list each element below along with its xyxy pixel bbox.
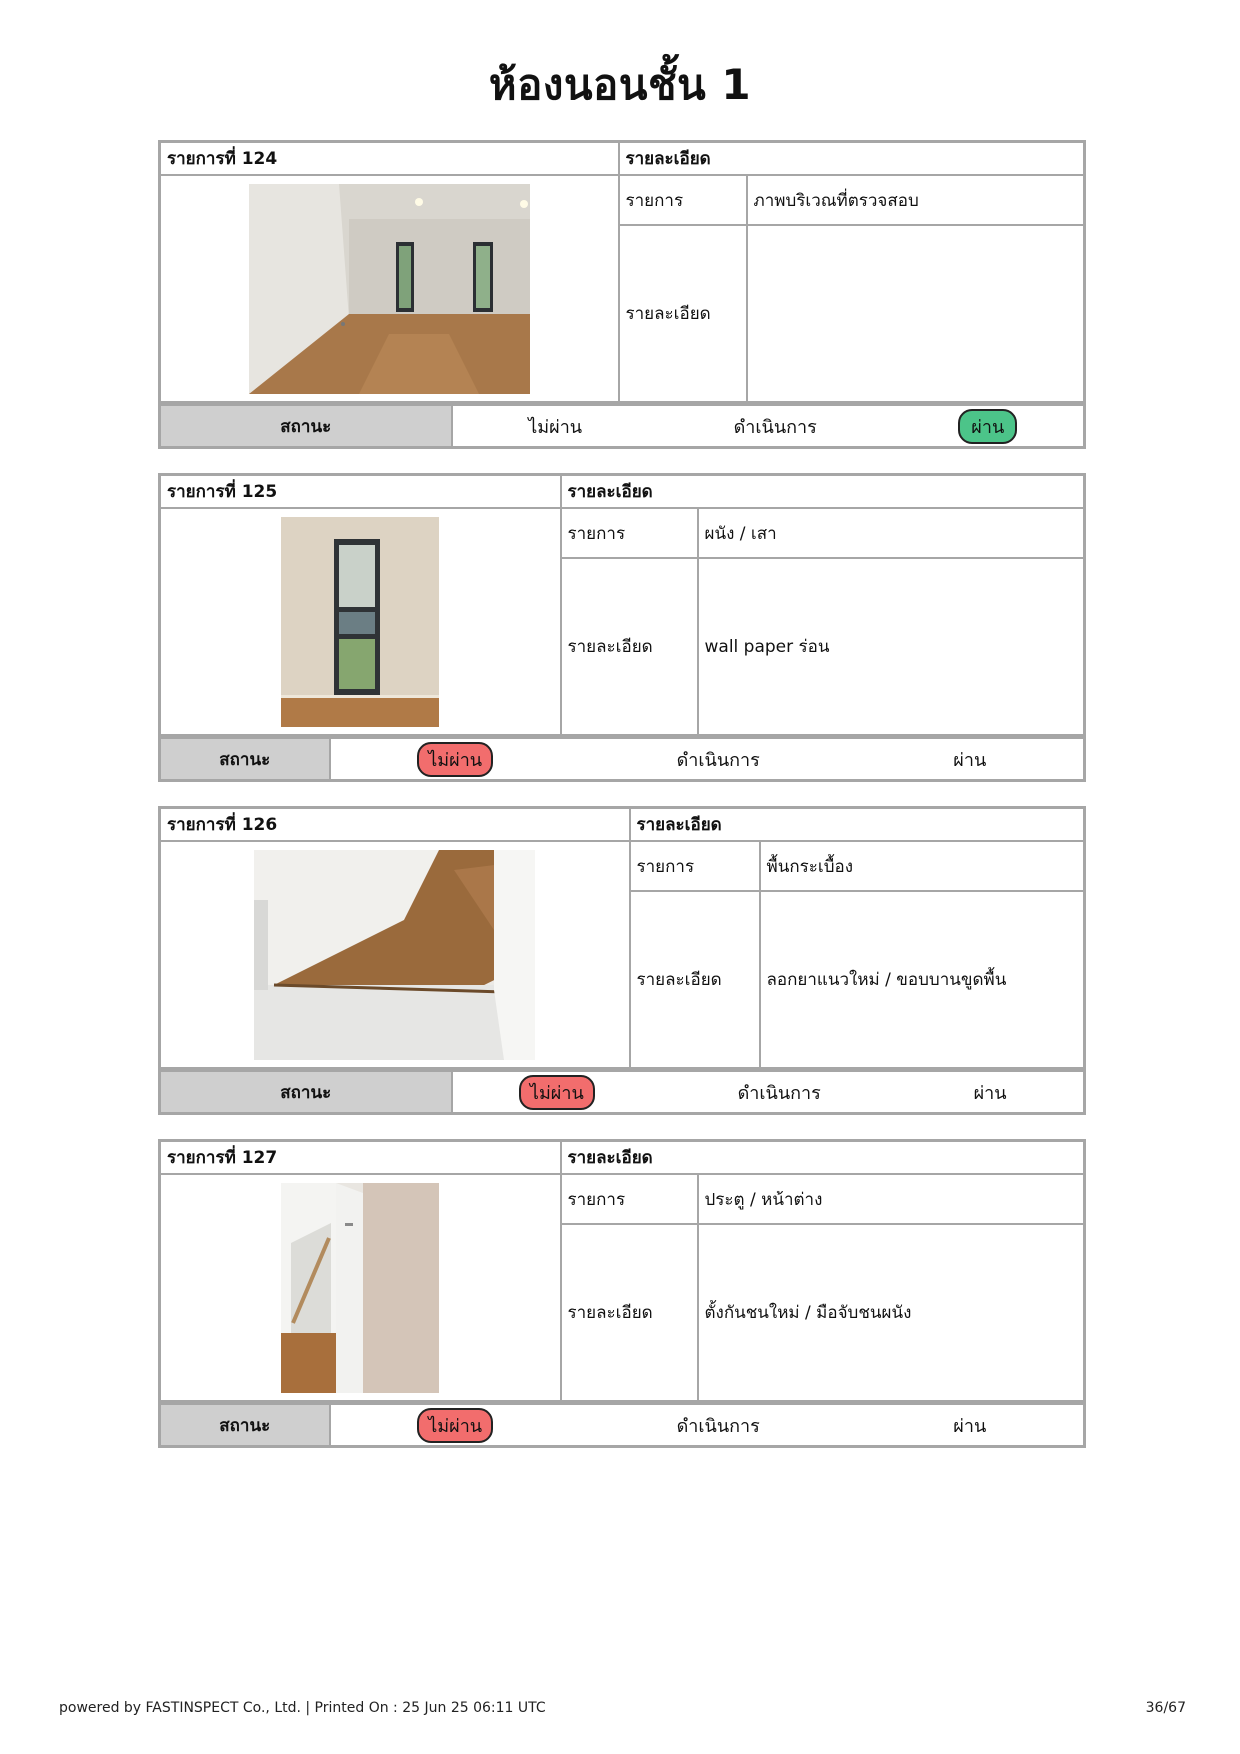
status-options [453, 406, 1084, 446]
door-photo[interactable] [281, 1183, 439, 1393]
item-number: รายการที่ 125 [160, 475, 561, 509]
inspection-item-126 [158, 806, 1086, 1115]
inspection-item-127 [158, 1139, 1086, 1448]
inspection-item-125 [158, 473, 1086, 782]
status-fail-selected[interactable]: ไม่ผ่าน [417, 1408, 493, 1443]
status-fail-selected[interactable]: ไม่ผ่าน [417, 742, 493, 777]
detail-header: รายละเอียด [561, 475, 1085, 509]
detail-value: ตั้งกันชนใหม่ / มือจับชนผนัง [698, 1224, 1085, 1402]
item-value: พื้นกระเบื้อง [760, 841, 1085, 891]
status-options [331, 739, 1084, 779]
item-value: ประตู / หน้าต่าง [698, 1174, 1085, 1224]
item-number: รายการที่ 124 [160, 142, 619, 176]
status-label: สถานะ [160, 1071, 452, 1114]
status-label: สถานะ [160, 405, 452, 448]
detail-label: รายละเอียด [561, 558, 698, 736]
item-label: รายการ [630, 841, 760, 891]
detail-label: รายละเอียด [561, 1224, 698, 1402]
page-title: ห้องนอนชั้น 1 [488, 60, 752, 109]
detail-value [747, 225, 1085, 403]
detail-header: รายละเอียด [561, 1141, 1085, 1175]
status-pass[interactable]: ผ่าน [953, 1415, 987, 1437]
footer-credit: powered by FASTINSPECT Co., Ltd. | Printed On : 25 Jun 25 06:11 UTC [59, 1700, 546, 1716]
item-label: รายการ [619, 175, 747, 225]
status-fail[interactable]: ไม่ผ่าน [528, 416, 583, 438]
status-in-progress[interactable]: ดำเนินการ [737, 1082, 821, 1104]
status-options [453, 1072, 1084, 1112]
item-number: รายการที่ 127 [160, 1141, 561, 1175]
status-label: สถานะ [160, 738, 330, 781]
floor-edge-photo[interactable] [254, 850, 535, 1060]
item-value: ผนัง / เสา [698, 508, 1085, 558]
detail-header: รายละเอียด [619, 142, 1085, 176]
photo-cell [160, 508, 561, 736]
inspection-item-124 [158, 140, 1086, 449]
detail-value: ลอกยาแนวใหม่ / ขอบบานขูดพื้น [760, 891, 1085, 1069]
status-options [331, 1405, 1084, 1445]
photo-cell [160, 1174, 561, 1402]
status-in-progress[interactable]: ดำเนินการ [733, 416, 817, 438]
status-pass[interactable]: ผ่าน [953, 749, 987, 771]
item-value: ภาพบริเวณที่ตรวจสอบ [747, 175, 1085, 225]
status-fail-selected[interactable]: ไม่ผ่าน [519, 1075, 595, 1110]
item-label: รายการ [561, 1174, 698, 1224]
detail-value: wall paper ร่อน [698, 558, 1085, 736]
item-number: รายการที่ 126 [160, 808, 630, 842]
bedroom-overview-photo[interactable] [249, 184, 530, 394]
window-wall-photo[interactable] [281, 517, 439, 727]
status-label: สถานะ [160, 1404, 330, 1447]
detail-header: รายละเอียด [630, 808, 1085, 842]
photo-cell [160, 175, 619, 403]
status-pass-selected[interactable]: ผ่าน [958, 409, 1017, 444]
detail-label: รายละเอียด [630, 891, 760, 1069]
photo-cell [160, 841, 630, 1069]
item-label: รายการ [561, 508, 698, 558]
page-number: 36/67 [1145, 1700, 1186, 1716]
detail-label: รายละเอียด [619, 225, 747, 403]
status-in-progress[interactable]: ดำเนินการ [676, 749, 760, 771]
status-pass[interactable]: ผ่าน [973, 1082, 1007, 1104]
status-in-progress[interactable]: ดำเนินการ [676, 1415, 760, 1437]
